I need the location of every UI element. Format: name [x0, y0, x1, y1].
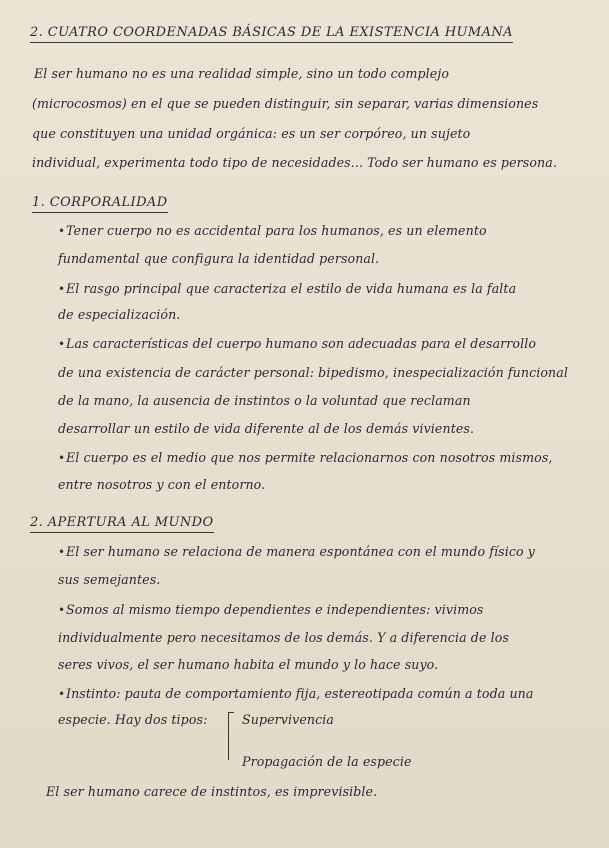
bullet-text: de una existencia de carácter personal: bipedismo, inespecialización funcional [58, 365, 568, 380]
bullet-marker: • [58, 603, 66, 617]
section-heading-corporalidad [32, 196, 168, 209]
intro-line-3: que constituyen una unidad orgánica: es un ser corpóreo, un sujeto [32, 126, 471, 141]
section-heading-corporalidad-text: 1. CORPORALIDAD [32, 195, 168, 213]
bullet-text: El rasgo principal que caracteriza el estilo de vida humana es la falta [66, 281, 517, 296]
instinct-types-brace [228, 712, 235, 760]
bullet-text: entre nosotros y con el entorno. [58, 477, 266, 492]
section-heading-apertura [30, 516, 214, 529]
bullet-text: seres vivos, el ser humano habita el mundo y lo hace suyo. [58, 657, 439, 672]
bullet-text: El cuerpo es el medio que nos permite relacionarnos con nosotros mismos, [66, 450, 553, 465]
bullet-text: desarrollar un estilo de vida diferente al de los demás vivientes. [58, 421, 475, 436]
instinct-type-supervivencia: Supervivencia [242, 712, 334, 727]
closing-sentence: El ser humano carece de instintos, es imprevisible. [46, 784, 378, 799]
page-title [30, 26, 513, 39]
bullet-text: Instinto: pauta de comportamiento fija, estereotipada común a toda una [66, 686, 534, 701]
bullet-text: Somos al mismo tiempo dependientes e independientes: vivimos [66, 602, 484, 617]
bullet-marker: • [58, 224, 66, 238]
intro-line-2: (microcosmos) en el que se pueden distinguir, sin separar, varias dimensiones [32, 96, 539, 111]
bullet-text: fundamental que configura la identidad personal. [58, 251, 380, 266]
bullet-marker: • [58, 687, 66, 701]
bullet-text: El ser humano se relaciona de manera espontánea con el mundo físico y [66, 544, 536, 559]
bullet-text: de especialización. [58, 307, 181, 322]
bullet-marker: • [58, 545, 66, 559]
intro-line-4: individual, experimenta todo tipo de necesidades... Todo ser humano es persona. [32, 155, 557, 170]
bullet-text: Tener cuerpo no es accidental para los humanos, es un elemento [66, 223, 487, 238]
bullet-marker: • [58, 337, 66, 351]
bullet-text: individualmente pero necesitamos de los demás. Y a diferencia de los [58, 630, 509, 645]
page-title-text: 2. CUATRO COORDENADAS BÁSICAS DE LA EXISTENCIA HUMANA [30, 25, 513, 43]
instinct-type-propagacion: Propagación de la especie [242, 754, 412, 769]
intro-line-1: El ser humano no es una realidad simple, sino un todo complejo [34, 66, 450, 81]
bullet-marker: • [58, 451, 66, 465]
bullet-text: Las características del cuerpo humano son adecuadas para el desarrollo [66, 336, 537, 351]
bullet-marker: • [58, 282, 66, 296]
section-heading-apertura-text: 2. APERTURA AL MUNDO [30, 515, 214, 533]
bullet-text: de la mano, la ausencia de instintos o la voluntad que reclaman [58, 393, 471, 408]
bullet-text: sus semejantes. [58, 572, 161, 587]
bullet-text: especie. Hay dos tipos: [58, 712, 208, 727]
